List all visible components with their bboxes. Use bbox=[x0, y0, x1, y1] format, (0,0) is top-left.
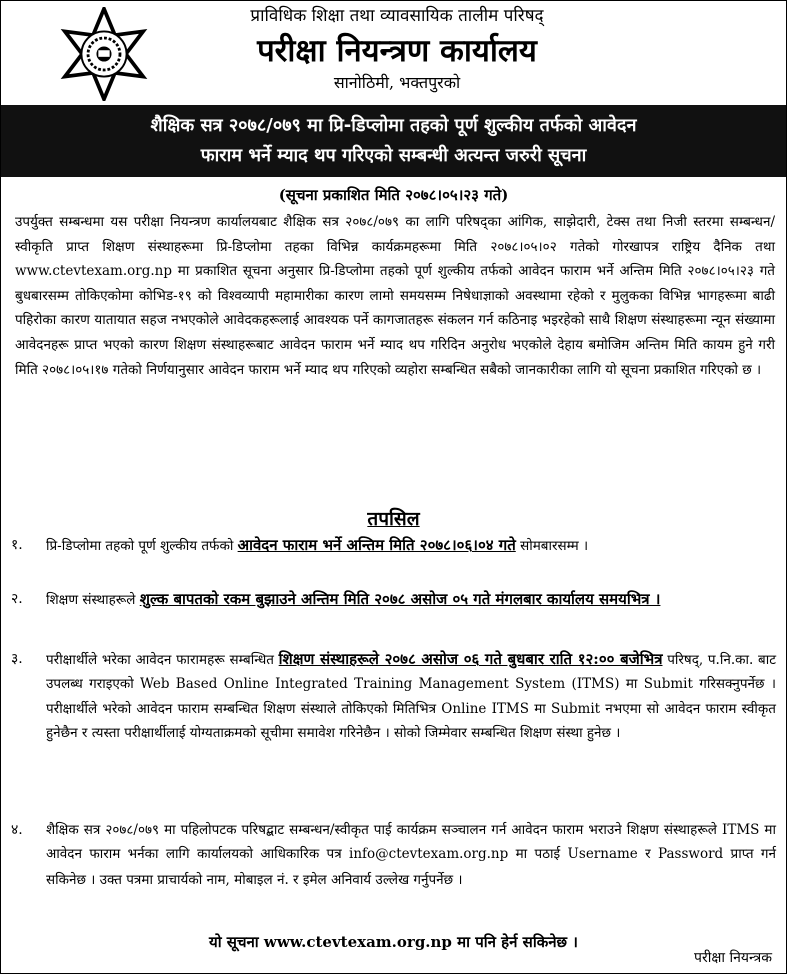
item-number: ४. bbox=[11, 822, 23, 838]
office-location: सानोठिमी, भक्तपुरको bbox=[333, 73, 461, 92]
details-heading: तपसिल bbox=[367, 508, 420, 530]
org-name: प्राविधिक शिक्षा तथा व्यावसायिक तालीम परिषद् bbox=[250, 6, 544, 26]
item-text-pre: शैक्षिक सत्र २०७८/०७९ मा पहिलोपटक परिषद्बाट सम्बन्धन/स्वीकृत पाई कार्यक्रम सञ्चालन गर्न आवेदन फाराम भराउने शिक्षण संस्थाहरूले ITMS मा आवेदन फाराम भर्नका लागि कार्यालयको आधिकारिक पत्र info@ctevtexam.org.np मा पठाई Username र Password प्राप्त गर्न सकिनेछ । उक्त पत्रमा प्राचार्यको नाम, मोबाइल नं. र इमेल अनिवार्य उल्लेख गर्नुपर्नेछ । bbox=[46, 822, 776, 888]
item-text bbox=[46, 587, 776, 612]
list-item bbox=[11, 647, 776, 745]
closing-note: यो सूचना www.ctevtexam.org.np मा पनि हेर्न सकिनेछ । bbox=[209, 933, 578, 951]
published-date: (सूचना प्रकाशित मिति २०७८।०५।२३ गते) bbox=[278, 186, 509, 204]
item-text-emphasis: शिक्षण संस्थाहरूले २०७८ असोज ०६ गते बुधबार राति १२:०० बजेभित्र bbox=[278, 650, 663, 668]
banner-line-1: शैक्षिक सत्र २०७८/०७९ मा प्रि-डिप्लोमा तहको पूर्ण शुल्कीय तर्फको आवेदन bbox=[150, 115, 637, 136]
body-paragraph: उपर्युक्त सम्बन्धमा यस परीक्षा नियन्त्रण कार्यालयबाट शैक्षिक सत्र २०७८/०७९ का लागि परिषद्का आंगिक, साझेदारी, टेक्स तथा निजी स्तरमा सम्बन्धन/स्वीकृति प्राप्त शिक्षण संस्थाहरूमा प्रि-डिप्लोमा तहका विभिन्न कार्यक्रमहरूमा मिति २०७८।०५।०२ गतेको गोरखापत्र राष्ट्रिय दैनिक तथा www.ctevtexam.org.np मा प्रकाशित सूचना अनुसार प्रि-डिप्लोमा तहको पूर्ण शुल्कीय तर्फको आवेदन फाराम भर्ने अन्तिम मिति २०७८।०५।२३ गते बुधबारसम्म तोकिएकोमा कोभिड-१९ को विश्वव्यापी महामारीका कारण लामो समयसम्म निषेधाज्ञाको अवस्थामा रहेको र मुलुकका विभिन्न भागहरूमा बाढी पहिरोका कारण यातायात सहज नभएकोले आवेदकहरूलाई आवश्यक पर्ने कागजातहरू संकलन गर्न कठिनाइ भइरहेको साथै शिक्षण संस्थाहरूमा न्यून संख्यामा आवेदनहरू प्राप्त भएको कारण शिक्षण संस्थाहरूबाट आवेदन फाराम भर्ने म्याद थप गरिदिन अनुरोध भएकोले देहाय बमोजिम अन्तिम मिति कायम हुने गरी मिति २०७८।०५।१७ गतेको निर्णयानुसार आवेदन फाराम भर्ने म्याद थप गरिएको व्यहोरा सम्बन्धित सबैको जानकारीका लागि यो सूचना प्रकाशित गरिएको छ । bbox=[15, 214, 775, 378]
list-item bbox=[11, 533, 776, 558]
item-number: १. bbox=[11, 537, 23, 553]
item-number: २. bbox=[11, 591, 23, 607]
signature: परीक्षा नियन्त्रक bbox=[694, 950, 772, 966]
item-text-pre: प्रि-डिप्लोमा तहको पूर्ण शुल्कीय तर्फको bbox=[46, 538, 238, 554]
office-title: परीक्षा नियन्त्रण कार्यालय bbox=[257, 33, 537, 69]
logo-book bbox=[98, 50, 109, 57]
item-text bbox=[46, 647, 776, 745]
item-text-emphasis: शुल्क बापतको रकम बुझाउने अन्तिम मिति २०७८ असोज ०५ गते मंगलबार कार्यालय समयभित्र । bbox=[139, 590, 661, 608]
item-text bbox=[46, 818, 776, 892]
item-text bbox=[46, 533, 776, 558]
item-text-post: सोमबारसम्म । bbox=[515, 538, 589, 554]
list-item bbox=[11, 587, 776, 612]
list-item bbox=[11, 818, 776, 892]
header bbox=[1, 1, 786, 101]
item-text-emphasis: आवेदन फाराम भर्ने अन्तिम मिति २०७८।०६।०४ गते bbox=[237, 536, 516, 554]
banner-line-2: फाराम भर्ने म्याद थप गरिएको सम्बन्धी अत्यन्त जरुरी सूचना bbox=[200, 145, 587, 166]
item-text-pre: शिक्षण संस्थाहरूले bbox=[46, 592, 140, 608]
item-text-pre: परीक्षार्थीले भरेका आवेदन फारामहरू सम्बन्धित bbox=[46, 652, 279, 668]
item-text-post: परिषद्, प.नि.का. बाट उपलब्ध गराइएको Web Based Online Integrated Training Management System (ITMS) मा Submit गरिसक्नुपर्नेछ । परीक्षार्थीले भरेको आवेदन फाराम सम्बन्धित शिक्षण संस्थाले तोकिएको मितिभित्र Online ITMS मा Submit नभएमा सो आवेदन फाराम स्वीकृत हुनेछैन र त्यस्ता परीक्षार्थीलाई योग्यताक्रमको सूचीमा समावेश गरिनेछैन । सोको जिम्मेवार सम्बन्धित शिक्षण संस्था हुनेछ । bbox=[46, 652, 776, 741]
notice-title-banner bbox=[1, 105, 786, 177]
ctevt-logo-icon bbox=[57, 7, 151, 101]
item-number: ३. bbox=[11, 651, 23, 667]
